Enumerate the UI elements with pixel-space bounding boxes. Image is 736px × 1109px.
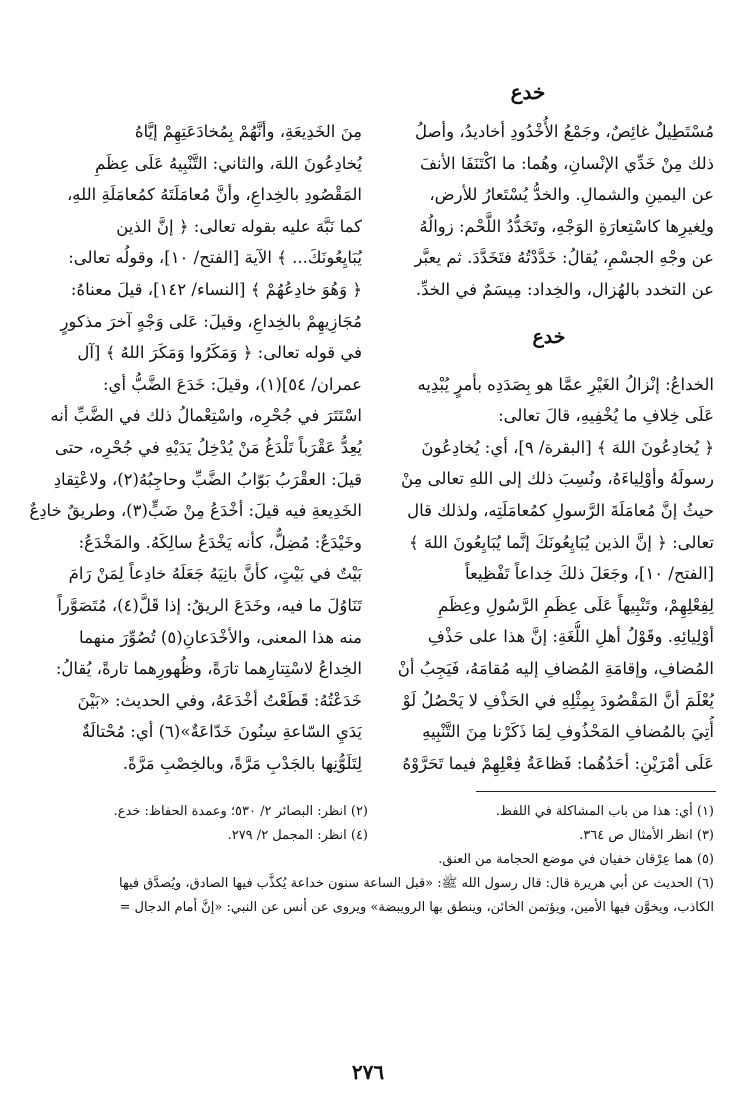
page-number: ٢٧٦	[351, 1060, 385, 1084]
section-heading-root: خدع	[532, 325, 566, 348]
footnote-6-line-2: الكاذب، ويخوَّن فيها الأمين، ويؤتمن الخائن، وينطق بها الرويبضة» ويروى عن أنس عن النبي: «إنَّ أمام الدجال =	[119, 900, 714, 915]
text-line: الخِداعُ لاسْتِتارِهما تارَةً، وظُهورِهما تارةً، يُقالُ:	[55, 659, 362, 679]
running-header-root: خدع	[510, 80, 546, 104]
text-line: خَدَعْتُهُ: قَطَعْتُ أخْدَعَهُ، وفي الحديث: «بَيْنَ	[77, 690, 362, 710]
text-line: يُعْلَمَ أنَّ المَقْصُودَ بِمِثْلِهِ في الحَذْفِ لا يَحْصُلُ لَوْ	[402, 690, 714, 710]
text-line: عَلَى أمْرَيْنِ: أحَدُهُما: فَظاعَةُ فِعْلِهِمْ فيما تَحَرَّوْهُ	[402, 753, 714, 773]
footnote-row	[22, 800, 714, 824]
footnote-4: (٤) انظر: المجمل ٢/ ٢٧٩.	[227, 828, 368, 843]
left-column	[24, 116, 362, 779]
text-line: تعالى: ﴿ إنَّ الذين يُبَايِعُونَكَ إنَّما يُبَايِعُونَ اللهَ ﴾	[409, 532, 714, 552]
text-line: الخَدِيعةِ فيه قيلَ: أخْدَعُ مِنْ ضَبٍّ(٣)، وطريقٌ خادِعٌ	[29, 501, 362, 521]
text-line: أوْلِيائِهِ. وقَوْلُ أهلِ اللُّغَةِ: إنَّ هذا على حَذْفِ	[427, 627, 714, 647]
footnote-1: (١) أي: هذا من باب المشاكلة في اللفظ.	[495, 804, 714, 819]
text-line: يُخادِعُونَ اللهَ، والثاني: التَّنْبِيهُ عَلَى عِظَمِ	[95, 153, 362, 173]
text-line: عمران/ ٥٤](١)، وقيلَ: خَدَعَ الضَّبُّ أي:	[102, 374, 362, 394]
text-line: منه هذا المعنى، والأخْدَعانِ(٥) تُصُوِّرَ منهما	[79, 627, 362, 647]
text-line: مِنَ الخَدِيعَةِ، وأنَّهُمْ بِمُخادَعَتِهِمْ إيَّاهُ	[134, 122, 362, 141]
text-line: مُجَازِيهِمْ بالخِداعِ، وقيلَ: عَلى وَجْهٍ آخرَ مذكورٍ	[60, 311, 362, 331]
text-line: ذلك مِنْ خَدِّي الإنْسانِ، وهُما: ما اكْتَنَفَا الأنفَ	[419, 153, 714, 173]
footnote-divider	[476, 791, 716, 792]
text-line: قيلَ: العقْرَبُ بَوّابُ الضَّبِّ وحاجِبُهُ(٢)، ولاعْتِقادِ	[53, 469, 362, 489]
footnote-6-line-1: (٦) الحديث عن أبي هريرة قال: قال رسول الله ﷺ: «قبل الساعة سنون خداعة يُكذَّب فيها الصادق، ويُصدَّق فيها	[119, 876, 714, 891]
footnote-3: (٣) انظر الأمثال ص ٣٦٤.	[579, 828, 714, 843]
text-line: وخَيْدَعٌ: مُضِلٌّ، كأنه يَخْدَعُ سالِكَهُ. والمَخْدَعُ:	[78, 532, 362, 552]
text-line: المُضافِ، وإقامَةِ المُضافِ إليه مُقامَهُ، فَيَجِبُ أنْ	[397, 658, 714, 678]
text-line: مُسْتَطِيلٌ غائِصٌ، وجَمْعُ الأُخْدُودِ أخاديدُ، وأصلُ	[414, 122, 714, 141]
text-line: كما نَبَّهَ عليه بقوله تعالى: ﴿ إنَّ الذين	[116, 216, 362, 236]
text-line: في قوله تعالى: ﴿ وَمَكَرُوا وَمَكَرَ اللهُ ﴾ [آل	[77, 343, 362, 363]
text-line: [الفتح/ ١٠]، وجَعَلَ ذلكَ خِداعاً تَفْظِيعاً	[465, 564, 714, 584]
text-line: ﴿ يُخادِعُونَ اللهَ ﴾ [البقرة/ ٩]، أي: يُخادِعُونَ	[421, 437, 714, 457]
text-line: تَنَاوُلَ ما فيه، وخَدَعَ الريقُ: إذا قَلَّ(٤)، مُتَصَوَّراً	[57, 595, 362, 615]
text-line: يُعِدُّ عَقْرَباً تَلْدَغُ مَنْ يُدْخِلُ يَدَيْهِ في جُحْرِه، حتى	[54, 437, 362, 457]
text-line: المَقْصُودِ بالخِداعِ، وأنَّ مُعامَلَتَهُ كمُعامَلَةِ اللهِ،	[66, 185, 362, 205]
text-line: بَيْتٌ في بَيْتٍ، كأنَّ بانِيَهُ جَعَلَهُ خادِعاً لِمَنْ رَامَ	[68, 564, 362, 584]
text-line: عَلَى خِلافِ ما يُخْفِيهِ، قالَ تعالى:	[498, 406, 714, 426]
text-line: يُبَايِعُونَكَ... ﴾ الآية [الفتح/ ١٠]، وقولُه تعالى:	[68, 248, 362, 268]
text-line: اسْتَتَرَ في جُحْرِه، واسْتِعْمالُ ذلك في الضَّبِّ أنه	[50, 406, 362, 426]
text-line: ﴿ وَهُوَ خادِعُهُمْ ﴾ [النساء/ ١٤٢]، قيلَ معناهُ:	[70, 279, 362, 299]
footnote-row	[22, 824, 714, 848]
text-line: حيثُ إنَّ مُعامَلَةَ الرَّسولِ كمُعامَلَتِه، ولذلك قال	[407, 500, 714, 520]
text-line: رسولَهُ وأوْلِياءَهُ، ونُسِبَ ذلك إلى اللهِ تعالى مِنْ	[401, 469, 714, 489]
footnote-2: (٢) انظر: البصائر ٢/ ٥٣٠؛ وعمدة الحفاظ: خدع.	[113, 804, 368, 819]
text-line: ولِغيرِها كاسْتِعارَةِ الوَجْهِ، وتَخَدُّدُ اللَّحْم: زوالُهُ	[419, 216, 714, 236]
text-line: عن وجْهِ الجسْمِ، يُقالُ: خَدَّدْتُهُ فتَخَدَّدَ. ثم يعبَّر	[414, 248, 714, 268]
right-column	[384, 116, 714, 779]
text-line: عن التخدد بالهُزال، والخِداد: مِيسَمٌ في الخدِّ.	[415, 279, 714, 299]
text-line: يَدَيِ السّاعةِ سِنُونَ خَدّاعَةٌ»(٦) أي: مُحْتالَةٌ	[81, 722, 362, 742]
footnote-5: (٥) هما عِرْقان خفيان في موضع الحجامة من العنق.	[438, 852, 714, 867]
text-line: لِفِعْلِهِمْ، وتَنْبِيهاً عَلَى عِظَمِ الرَّسُولِ وعِظَمِ	[438, 595, 714, 615]
text-line: أُتِيَ بالمُضافِ المَحْذُوفِ لِمَا ذَكَرْنا مِنَ التَّنْبِيهِ	[422, 722, 714, 742]
text-line: لِتَلَوُّنِها بالجَدْبِ مَرَّةً، وبالخِصْبِ مَرَّةً.	[122, 753, 362, 773]
text-line: الخداعُ: إنْزالُ الغَيْرِ عمَّا هو بِصَدَدِه بأمرٍ يُبْدِيه	[417, 374, 714, 394]
text-line: عن اليمينِ والشمالِ. والخدُّ يُسْتَعارُ للأرض،	[429, 185, 714, 205]
